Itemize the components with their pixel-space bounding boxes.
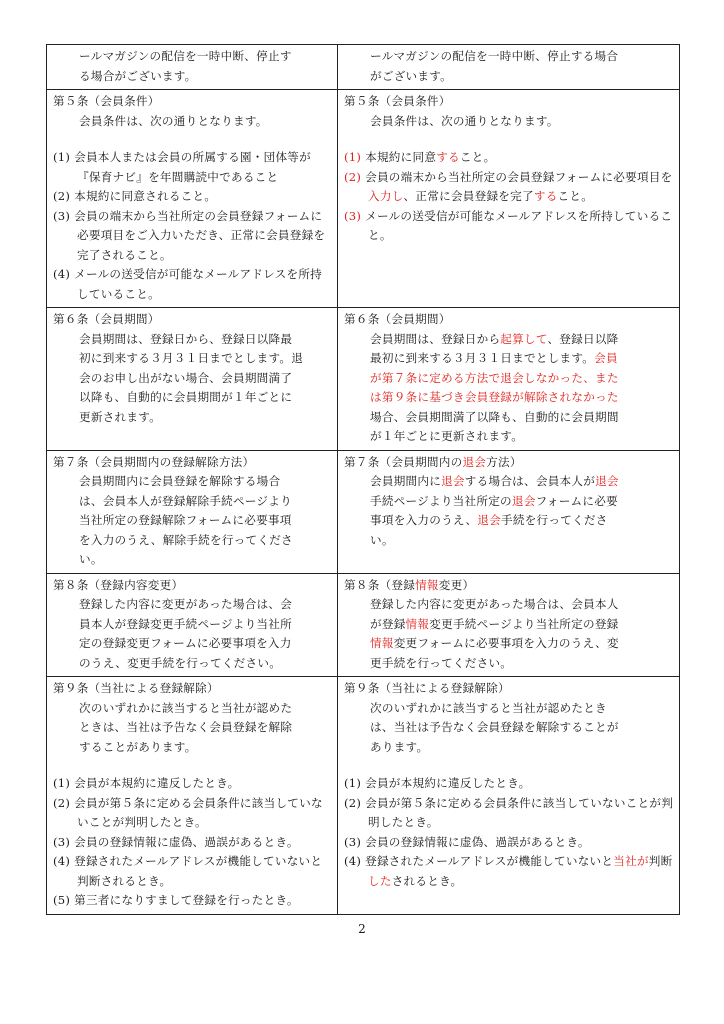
text-segment: 第８条（登録: [344, 577, 416, 592]
text-segment: フォームに必要: [535, 493, 618, 508]
changed-text: 情報: [405, 616, 430, 631]
text-segment: 手続を行ってくださ: [501, 513, 608, 527]
text-line: 当社所定の登録解除フォームに必要事項: [79, 513, 292, 527]
comparison-table-body: [47, 45, 680, 915]
text-line: (3) 会員の端末から当社所定の会員登録フォームに必要項目をご入力いただき、正常に会員登録を完了されること。: [53, 208, 326, 262]
changed-text: (2): [344, 169, 362, 184]
article-heading: 第７条（会員期間内の登録解除方法）: [53, 454, 255, 469]
text-segment: 最初に到来する３月３１日までとします。: [370, 351, 595, 365]
new-text-cell: [338, 677, 680, 915]
text-line: 次のいずれかに該当すると当社が認めたとき: [370, 700, 607, 715]
old-text-cell: [47, 45, 338, 90]
blank-line: [53, 757, 333, 774]
text-line: 員本人が登録変更手続ページより当社所: [79, 616, 292, 631]
blank-line: [53, 131, 333, 148]
text-line: 更新されます。: [79, 409, 161, 424]
text-segment: 本規約に同意: [361, 150, 437, 164]
changed-text: 退会: [511, 493, 536, 508]
text-line: [344, 852, 675, 891]
new-text-cell: [338, 308, 680, 451]
text-line: [344, 369, 675, 389]
text-segment: 第７条（会員期間内の: [344, 454, 463, 469]
old-text-cell: [47, 677, 338, 915]
text-segment: 判断: [648, 854, 673, 868]
text-line: い。: [79, 552, 103, 566]
text-segment: 会員期間は、登録日から: [370, 331, 501, 346]
text-line: [344, 388, 675, 408]
changed-text: が第７条に定める方法で退会しなかった、また: [370, 370, 619, 385]
text-line: [344, 148, 675, 168]
changed-text: 退会: [441, 474, 465, 488]
text-segment: 変更手続ページより当社所定の登録: [429, 616, 619, 631]
text-line: (1) 会員が本規約に違反したとき。: [53, 776, 240, 790]
text-segment: 方法）: [486, 454, 522, 469]
text-line: [344, 492, 675, 512]
changed-text: は第９条に基づき会員登録が解除されなかった: [370, 390, 619, 404]
article-heading: 第８条（登録内容変更）: [53, 577, 184, 592]
old-text-cell: [47, 308, 338, 451]
comparison-table: [46, 44, 680, 915]
text-line: (4) メールの送受信が可能なメールアドレスを所持していること。: [53, 267, 323, 301]
text-line: ときは、当社は予告なく会員登録を解除: [79, 720, 293, 734]
text-line: [344, 453, 675, 473]
text-segment: する場合は、会員本人が: [464, 474, 596, 488]
text-line: 場合、会員期間満了以降も、自動的に会員期間: [370, 409, 619, 424]
text-line: は、会員本人が登録解除手続ページより: [79, 493, 292, 508]
article-heading: 第６条（会員期間）: [344, 312, 451, 326]
text-line: ールマガジンの配信を一時中断、停止す: [79, 49, 292, 63]
text-line: (3) 会員の登録情報に虚偽、過誤があるとき。: [344, 834, 590, 849]
text-line: 会員条件は、次の通りとなります。: [79, 113, 268, 128]
text-line: のうえ、変更手続を行ってください。: [79, 655, 282, 670]
text-line: 初に到来する３月３１日までとします。退: [79, 351, 304, 365]
text-segment: が登録: [370, 616, 406, 631]
text-line: (2) 本規約に同意されること。: [53, 189, 217, 203]
old-text-cell: [47, 573, 338, 677]
text-line: (2) 会員が第５条に定める会員条件に該当していないことが判明したとき。: [344, 795, 674, 829]
table-row: [47, 90, 680, 308]
table-row: [47, 573, 680, 677]
changed-text: 退会: [477, 513, 501, 527]
changed-text: (1): [344, 150, 362, 164]
text-line: (3) 会員の登録情報に虚偽、過誤があるとき。: [53, 834, 299, 849]
text-line: [344, 330, 675, 350]
text-line: 以降も、自動的に会員期間が１年ごとに: [79, 390, 293, 404]
changed-text: した: [368, 873, 392, 888]
text-line: [344, 615, 675, 635]
text-segment: 変更）: [438, 577, 475, 592]
text-line: 会員期間は、登録日から、登録日以降最: [79, 331, 293, 346]
text-line: ールマガジンの配信を一時中断、停止する場合: [370, 49, 619, 63]
text-line: [344, 207, 675, 246]
article-heading: 第５条（会員条件）: [344, 94, 451, 108]
changed-text: する: [436, 150, 460, 164]
text-line: (4) 登録されたメールアドレスが機能していないと判断されるとき。: [53, 854, 323, 888]
changed-text: 退会: [595, 474, 619, 488]
new-text-cell: [338, 573, 680, 677]
new-text-cell: [338, 450, 680, 573]
text-segment: 会員期間内に: [370, 474, 442, 488]
text-line: あります。: [370, 739, 429, 754]
table-row: [47, 450, 680, 573]
text-line: [344, 349, 675, 369]
article-heading: 第６条（会員期間）: [53, 312, 160, 326]
text-line: (1) 会員本人または会員の所属する園・団体等が『保育ナビ』を年間購読中であること: [53, 150, 311, 184]
text-line: 定の登録変更フォームに必要事項を入力: [79, 636, 292, 650]
text-line: することがあります。: [79, 739, 197, 754]
table-row: [47, 677, 680, 915]
article-heading: 第９条（当社による登録解除）: [344, 681, 510, 695]
text-line: 次のいずれかに該当すると当社が認めた: [79, 700, 293, 715]
text-segment: 変更フォームに必要事項を入力のうえ、変: [393, 636, 619, 650]
text-line: は、当社は予告なく会員登録を解除することが: [370, 720, 619, 734]
changed-text: 会員: [594, 351, 618, 365]
text-line: 会員期間内に会員登録を解除する場合: [79, 474, 281, 488]
changed-text: 退会: [462, 454, 487, 469]
new-text-cell: [338, 90, 680, 308]
changed-text: 入力し: [368, 189, 404, 203]
changed-text: する: [533, 189, 558, 203]
article-heading: 第５条（会員条件）: [53, 94, 160, 108]
text-line: 登録した内容に変更があった場合は、会員本人: [370, 597, 619, 611]
changed-text: 起算して: [500, 331, 548, 346]
table-row: [47, 45, 680, 90]
text-line: (1) 会員が本規約に違反したとき。: [344, 776, 531, 790]
page-number: 2: [358, 922, 366, 936]
text-line: 更手続を行ってください。: [370, 655, 513, 670]
text-segment: 、正常に会員登録を完了: [403, 189, 534, 203]
old-text-cell: [47, 90, 338, 308]
text-segment: こと。: [459, 150, 496, 164]
text-line: 会のお申し出がない場合、会員期間満了: [79, 370, 293, 385]
text-line: (2) 会員が第５条に定める会員条件に該当していないことが判明したとき。: [53, 795, 323, 829]
text-line: 登録した内容に変更があった場合は、会: [79, 597, 293, 611]
text-segment: 手続ページより当社所定の: [370, 493, 512, 508]
text-segment: こと。: [557, 189, 594, 203]
blank-line: [344, 757, 675, 774]
table-row: [47, 308, 680, 451]
text-segment: されるとき。: [391, 873, 463, 888]
text-segment: (4) 登録されたメールアドレスが機能していないと: [344, 854, 614, 868]
new-text-cell: [338, 45, 680, 90]
text-segment: メールの送受信が可能なメールアドレスを所持していること。: [361, 208, 673, 242]
text-line: を入力のうえ、解除手続を行ってくださ: [79, 532, 293, 547]
text-line: (5) 第三者になりすまして登録を行ったとき。: [53, 893, 299, 907]
article-heading: 第９条（当社による登録解除）: [53, 681, 219, 695]
text-line: [344, 576, 675, 596]
changed-text: 情報: [415, 577, 439, 592]
text-line: がございます。: [370, 68, 452, 83]
text-segment: 事項を入力のうえ、: [370, 513, 478, 527]
text-line: る場合がございます。: [79, 68, 197, 83]
text-line: い。: [370, 532, 394, 547]
changed-text: 当社が: [613, 854, 649, 868]
text-segment: 会員の端末から当社所定の会員登録フォームに必要項目を: [361, 169, 673, 184]
blank-line: [344, 131, 675, 148]
text-line: が１年ごとに更新されます。: [370, 429, 524, 443]
changed-text: 情報: [370, 636, 394, 650]
old-text-cell: [47, 450, 338, 573]
text-line: [344, 472, 675, 492]
text-line: [344, 168, 675, 207]
text-segment: 、登録日以降: [547, 331, 619, 346]
text-line: 会員条件は、次の通りとなります。: [370, 113, 559, 128]
text-line: [344, 634, 675, 654]
changed-text: (3): [344, 208, 362, 223]
text-line: [344, 511, 675, 531]
